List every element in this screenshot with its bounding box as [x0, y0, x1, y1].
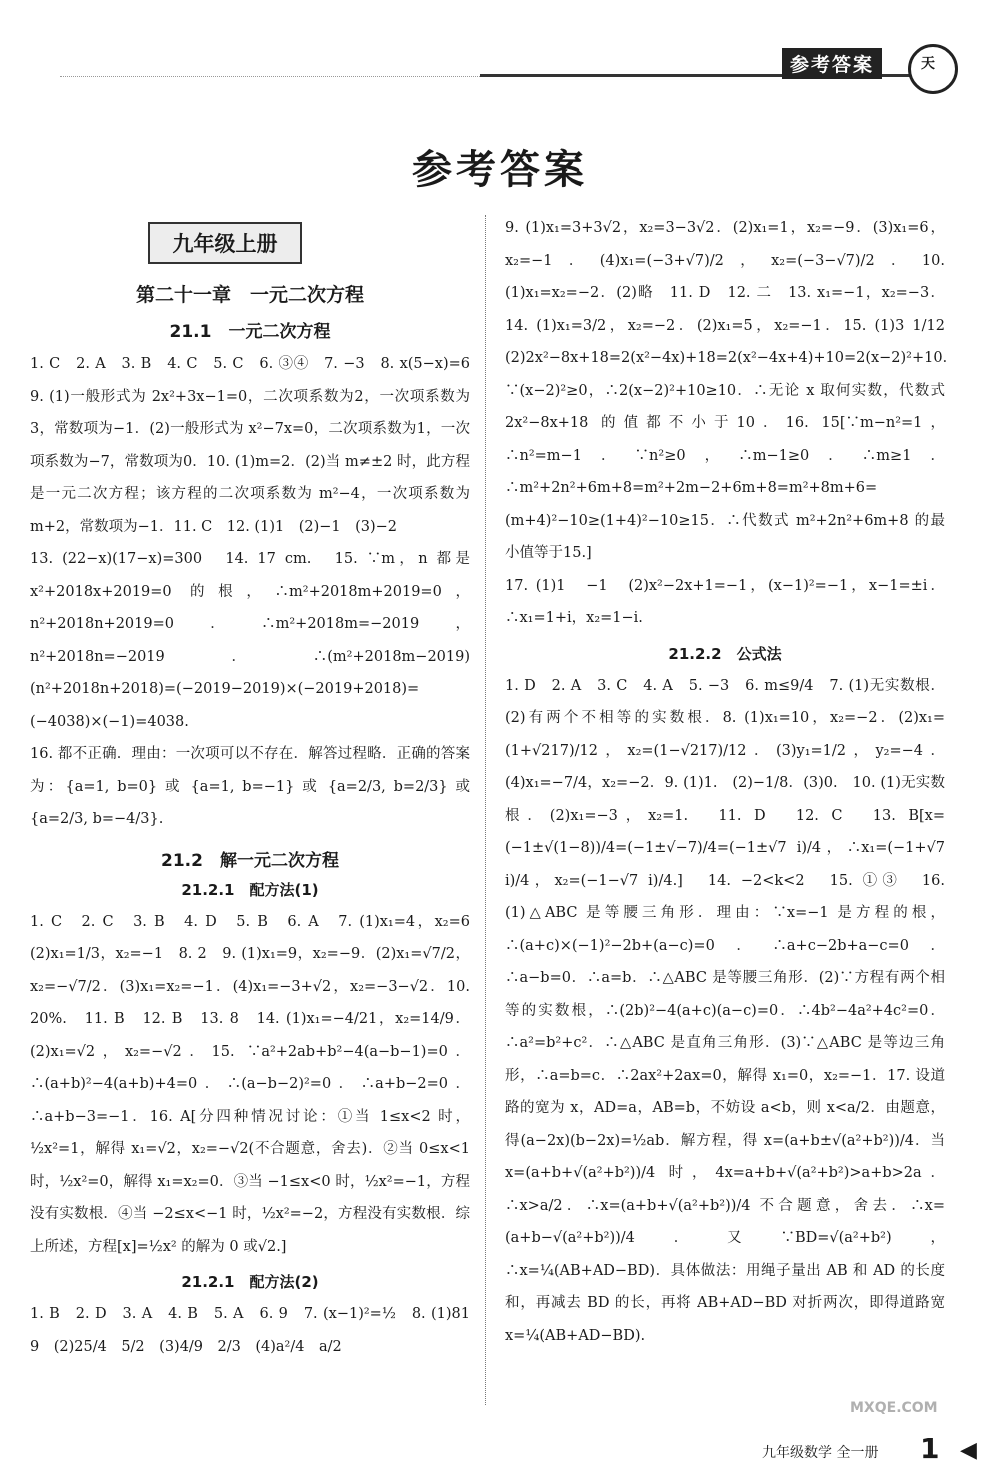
chapter-title: 第二十一章 一元二次方程 [135, 284, 364, 306]
header-dotted-rule [60, 76, 480, 77]
header-badge: 参考答案 [782, 48, 882, 79]
subsection-21-2-2: 21.2.2 公式法 [668, 644, 782, 663]
answers-21-2-1-part2-start: 1. B 2. D 3. A 4. B 5. A 6. 9 7. (x−1)²=½ 8. (1)81 9 (2)25/4 5/2 (3)4/9 2/3 (4)a²/4 a/2 [30, 1306, 485, 1355]
header-logo-circle [908, 44, 958, 94]
section-21-2: 21.2 解一元二次方程 [161, 850, 339, 871]
left-column [30, 212, 485, 1363]
footer-label: 九年级数学 全一册 [762, 1445, 879, 1461]
answers-21-2-1-part2-q17: 17. (1)1 −1 (2)x²−2x+1=−1，(x−1)²=−1，x−1=±i．∴x₁=1+i，x₂=1−i. [505, 577, 945, 626]
answers-21-2-1-part2-cont: 9. (1)x₁=3+3√2，x₂=3−3√2．(2)x₁=1，x₂=−9．(3)x₁=6，x₂=−1．(4)x₁=(−3+√7)/2，x₂=(−3−√7)/2．10. (1)x₁=x₂=−2．(2)略 11. D 12. 二 13. x₁=−1，x₂=−3．14. (1)x₁=3/2，x₂=−2．(2)x₁=5，x₂=−1．15. (1)3 1/12 (2)2x²−8x+18=2(x²−4x)+18=2(x²−4x+4)+10=2(x−2)²+10．∵(x−2)²≥0，∴2(x−2)²+10≥10．∴无论 x 取何实数，代数式 2x²−8x+18 的值都不小于10．16. 15[∵m−n²=1，∴n²=m−1．∵n²≥0，∴m−1≥0．∴m≥1．∴m²+2n²+6m+8=m²+2m−2+6m+8=m²+8m+6=(m+4)²−10≥(1+4)²−10≥15．∴代数式 m²+2n²+6m+8 的最小值等于15.] [505, 220, 960, 561]
page-title: 参考答案 [412, 147, 588, 193]
header-logo-mark: 天 [921, 56, 935, 72]
column-divider [485, 215, 487, 1405]
section-21-1: 21.1 一元二次方程 [169, 322, 331, 342]
subsection-21-2-1-part1: 21.2.1 配方法(1) [181, 880, 319, 899]
page-arrow-icon: ◀ [960, 1438, 977, 1463]
answers-21-1-b: 13. (22−x)(17−x)=300 14. 17 cm. 15. ∵m，n 都是 x²+2018x+2019=0 的根，∴m²+2018m+2019=0，n²+2018n+2019=0．∴m²+2018m=−2019，n²+2018n=−2019．∴(m²+2018m−2019)(n²+2018n+2018)=(−2019−2019)×(−2019+2018)=(−4038)×(−1)=4038. [30, 551, 470, 730]
answers-21-2-1-part1: 1. C 2. C 3. B 4. D 5. B 6. A 7. (1)x₁=4，x₂=6 (2)x₁=1/3，x₂=−1 8. 2 9. (1)x₁=9，x₂=−9．(2)x₁=√7/2，x₂=−√7/2．(3)x₁=x₂=−1．(4)x₁=−3+√2，x₂=−3−√2．10. 20%. 11. B 12. B 13. 8 14. (1)x₁=−4/21，x₂=14/9．(2)x₁=√2，x₂=−√2．15. ∵a²+2ab+b²−4(a−b−1)=0．∴(a+b)²−4(a+b)+4=0．∴(a−b−2)²=0．∴a+b−2=0．∴a+b−3=−1．16. A[分四种情况讨论：①当 1≤x<2 时，½x²=1，解得 x₁=√2，x₂=−√2(不合题意，舍去)．②当 0≤x<1 时，½x²=0，解得 x₁=x₂=0．③当 −1≤x<0 时，½x²=−1，方程没有实数根．④当 −2≤x<−1 时，½x²=−2，方程没有实数根．综上所述，方程[x]=½x² 的解为 0 或√2.] [30, 913, 485, 1255]
right-column [505, 212, 960, 1352]
subsection-21-2-1-part2: 21.2.1 配方法(2) [181, 1273, 319, 1291]
page-number: 1 [920, 1432, 940, 1465]
grade-box: 九年级上册 [148, 222, 302, 264]
answers-21-1-c: 16. 都不正确．理由：一次项可以不存在．解答过程略．正确的答案为：{a=1, b=0} 或 {a=1, b=−1} 或 {a=2/3, b=2/3} 或 {a=2/3, b=−4/3}. [30, 746, 470, 827]
answers-21-1-a: 1. C 2. A 3. B 4. C 5. C 6. ③④ 7. −3 8. x(5−x)=6 9. (1)一般形式为 2x²+3x−1=0，二次项系数为2，一次项系数为3，常数项为−1．(2)一般形式为 x²−7x=0，二次项系数为1，一次项系数为−7，常数项为0．10. (1)m=2．(2)当 m≠±2 时，此方程是一元二次方程；该方程的二次项系数为 m²−4，一次项系数为 m+2，常数项为−1．11. C 12. (1)1 (2)−1 (3)−2 [30, 356, 485, 535]
watermark-logo: MXQE.COM [850, 1400, 938, 1416]
answers-21-2-2: 1. D 2. A 3. C 4. A 5. −3 6. m≤9/4 7. (1)无实数根．(2)有两个不相等的实数根．8. (1)x₁=10，x₂=−2．(2)x₁=(1+√217)/12，x₂=(1−√217)/12．(3)y₁=1/2，y₂=−4．(4)x₁=−7/4，x₂=−2．9. (1)1. (2)−1/8．(3)0. 10. (1)无实数根．(2)x₁=−3，x₂=1. 11. D 12. C 13. B[x=(−1±√(1−8))/4=(−1±√−7)/4=(−1±√7 i)/4，∴x₁=(−1+√7 i)/4，x₂=(−1−√7 i)/4.] 14. −2<k<2 15. ①③ 16. (1)△ABC 是等腰三角形．理由：∵x=−1 是方程的根，∴(a+c)×(−1)²−2b+(a−c)=0．∴a+c−2b+a−c=0．∴a−b=0．∴a=b．∴△ABC 是等腰三角形．(2)∵方程有两个相等的实数根，∴(2b)²−4(a+c)(a−c)=0．∴4b²−4a²+4c²=0．∴a²=b²+c²．∴△ABC 是直角三角形．(3)∵△ABC 是等边三角形，∴a=b=c．∴2ax²+2ax=0，解得 x₁=0，x₂=−1．17. 设道路的宽为 x，AD=a，AB=b，不妨设 a<b，则 x<a/2．由题意，得(a−2x)(b−2x)=½ab．解方程，得 x=(a+b±√(a²+b²))/4．当 x=(a+b+√(a²+b²))/4 时，4x=a+b+√(a²+b²)>a+b>2a．∴x>a/2．∴x=(a+b+√(a²+b²))/4 不合题意，舍去．∴x=(a+b−√(a²+b²))/4．又∵BD=√(a²+b²)，∴x=¼(AB+AD−BD)．具体做法：用绳子量出 AB 和 AD 的长度和，再减去 BD 的长，再将 AB+AD−BD 对折两次，即得道路宽 x=¼(AB+AD−BD). [505, 677, 945, 1344]
